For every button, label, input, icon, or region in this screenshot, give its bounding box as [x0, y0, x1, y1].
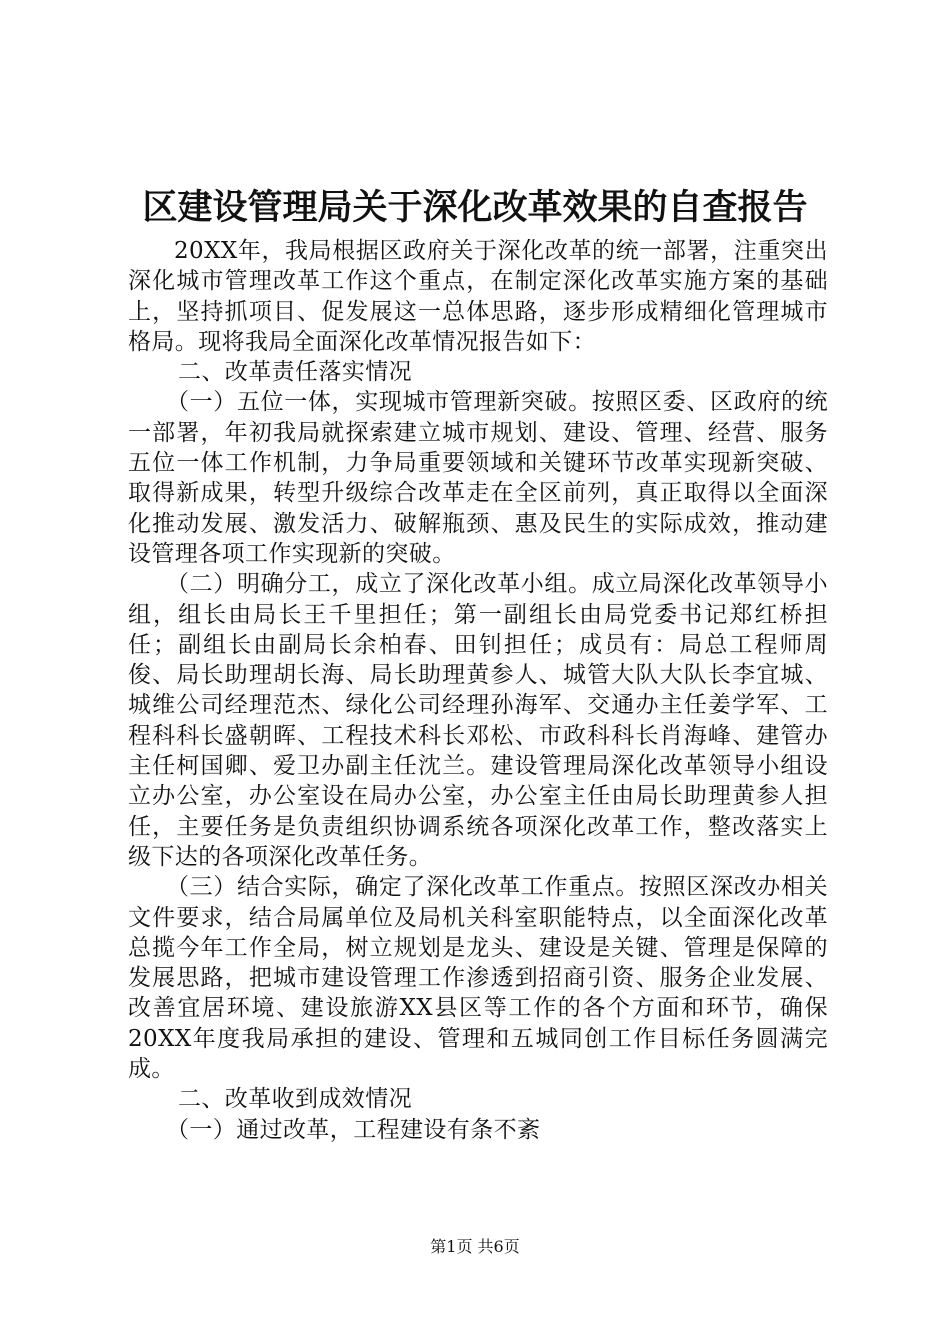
paragraph-reform-focus: （三）结合实际，确定了深化改革工作重点。按照区深改办相关文件要求，结合局属单位及局机关科室职能特点，以全面深化改革总揽今年工作全局，树立规划是龙头、建设是关键、管理是保障的发展思路，把城市建设管理工作渗透到招商引资、服务企业发展、改善宜居环境、建设旅游XX县区等工作的各个方面和环节，确保20XX年度我局承担的建设、管理和五城同创工作目标任务圆满完成。: [128, 874, 828, 1083]
subheading-engineering: （一）通过改革，工程建设有条不紊: [166, 1116, 541, 1143]
document-title: 区建设管理局关于深化改革效果的自查报告: [142, 187, 808, 228]
page-number-footer: 第1页 共6页: [430, 1237, 520, 1256]
intro-paragraph: 20XX年，我局根据区政府关于深化改革的统一部署，注重突出深化城市管理改革工作这个重点，在制定深化改革实施方案的基础上，坚持抓项目、促发展这一总体思路，逐步形成精细化管理城市格局。现将我局全面深化改革情况报告如下：: [128, 238, 828, 355]
paragraph-five-in-one: （一）五位一体，实现城市管理新突破。按照区委、区政府的统一部署，年初我局就探索建立城市规划、建设、管理、经营、服务五位一体工作机制，力争局重要领域和关键环节改革实现新突破、取得新成果，转型升级综合改革走在全区前列，真正取得以全面深化推动发展、激发活力、破解瓶颈、惠及民生的实际成效，推动建设管理各项工作实现新的突破。: [128, 389, 828, 567]
document-body: [128, 236, 828, 1145]
section-heading-results: 二、改革收到成效情况: [178, 1086, 412, 1113]
section-heading-responsibility: 二、改革责任落实情况: [178, 359, 412, 386]
paragraph-reform-group: （二）明确分工，成立了深化改革小组。成立局深化改革领导小组，组长由局长王千里担任；第一副组长由局党委书记郑红桥担任；副组长由副局长余柏春、田钊担任；成员有：局总工程师周俊、局长助理胡长海、局长助理黄参人、城管大队大队长李宜城、城维公司经理范杰、绿化公司经理孙海军、交通办主任姜学军、工程科科长盛朝晖、工程技术科长邓松、市政科科长肖海峰、建管办主任柯国卿、爱卫办副主任沈兰。建设管理局深化改革领导小组设立办公室，办公室设在局办公室，办公室主任由局长助理黄参人担任，主要任务是负责组织协调系统各项深化改革工作，整改落实上级下达的各项深化改革任务。: [128, 571, 828, 870]
